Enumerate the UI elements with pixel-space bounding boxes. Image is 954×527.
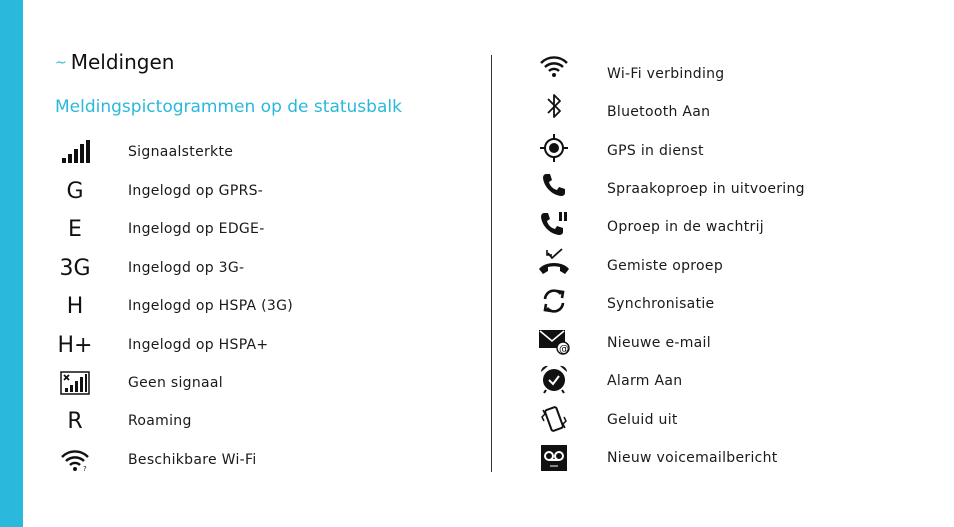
list-item-label: Nieuwe e-mail xyxy=(607,335,711,351)
edge-glyph: E xyxy=(68,216,82,242)
roaming-glyph: R xyxy=(67,408,83,434)
3g-glyph: 3G xyxy=(59,255,91,281)
list-item-label: Signaalsterkte xyxy=(128,144,234,160)
list-item-label: Ingelogd op GPRS- xyxy=(128,183,264,199)
sync-icon xyxy=(537,286,571,316)
bluetooth-icon xyxy=(537,91,571,121)
hspa-plus-icon xyxy=(58,330,92,360)
new-email-icon xyxy=(537,326,571,356)
list-item-label: Gemiste oproep xyxy=(607,258,724,274)
voicemail-icon xyxy=(537,443,571,473)
roaming-icon xyxy=(58,406,92,436)
list-item-label: Oproep in de wachtrij xyxy=(607,219,764,235)
subtitle: Meldingspictogrammen op de statusbalk xyxy=(55,97,402,117)
side-accent-bar xyxy=(0,0,23,527)
list-item-label: Ingelogd op HSPA (3G) xyxy=(128,298,294,314)
svg-text:@: @ xyxy=(559,344,569,355)
list-item-label: GPS in dienst xyxy=(607,143,704,159)
gprs-icon xyxy=(58,176,92,206)
gprs-glyph: G xyxy=(66,178,84,204)
list-item-label: Spraakoproep in uitvoering xyxy=(607,181,805,197)
list-item-label: Nieuw voicemailbericht xyxy=(607,450,778,466)
list-item-label: Ingelogd op 3G- xyxy=(128,260,245,276)
list-item-label: Ingelogd op EDGE- xyxy=(128,221,265,237)
section-title-text: Meldingen xyxy=(70,50,175,74)
list-item-label: Alarm Aan xyxy=(607,373,683,389)
alarm-icon xyxy=(537,364,571,394)
no-signal-icon xyxy=(58,368,92,398)
vibrate-icon xyxy=(537,404,571,434)
hspa-plus-glyph: H+ xyxy=(57,332,93,358)
hspa-glyph: H xyxy=(66,293,84,319)
gps-icon xyxy=(537,133,571,163)
column-divider xyxy=(491,55,492,472)
section-tilde: ~ xyxy=(55,55,67,71)
svg-text:?: ? xyxy=(83,465,87,472)
wifi-available-icon xyxy=(58,445,92,475)
list-item-label: Roaming xyxy=(128,413,192,429)
list-item-label: Geen signaal xyxy=(128,375,223,391)
list-item-label: Beschikbare Wi-Fi xyxy=(128,452,257,468)
wifi-icon xyxy=(537,51,571,81)
edge-icon xyxy=(58,214,92,244)
hspa-icon xyxy=(58,291,92,321)
call-hold-icon xyxy=(537,208,571,238)
list-item-label: Synchronisatie xyxy=(607,296,715,312)
list-item-label: Bluetooth Aan xyxy=(607,104,711,120)
phone-call-icon xyxy=(537,170,571,200)
3g-icon xyxy=(58,253,92,283)
list-item-label: Geluid uit xyxy=(607,412,678,428)
missed-call-icon xyxy=(537,247,571,277)
section-title xyxy=(55,50,174,74)
signal-bars-icon xyxy=(58,137,92,167)
list-item-label: Ingelogd op HSPA+ xyxy=(128,337,269,353)
list-item-label: Wi-Fi verbinding xyxy=(607,66,725,82)
